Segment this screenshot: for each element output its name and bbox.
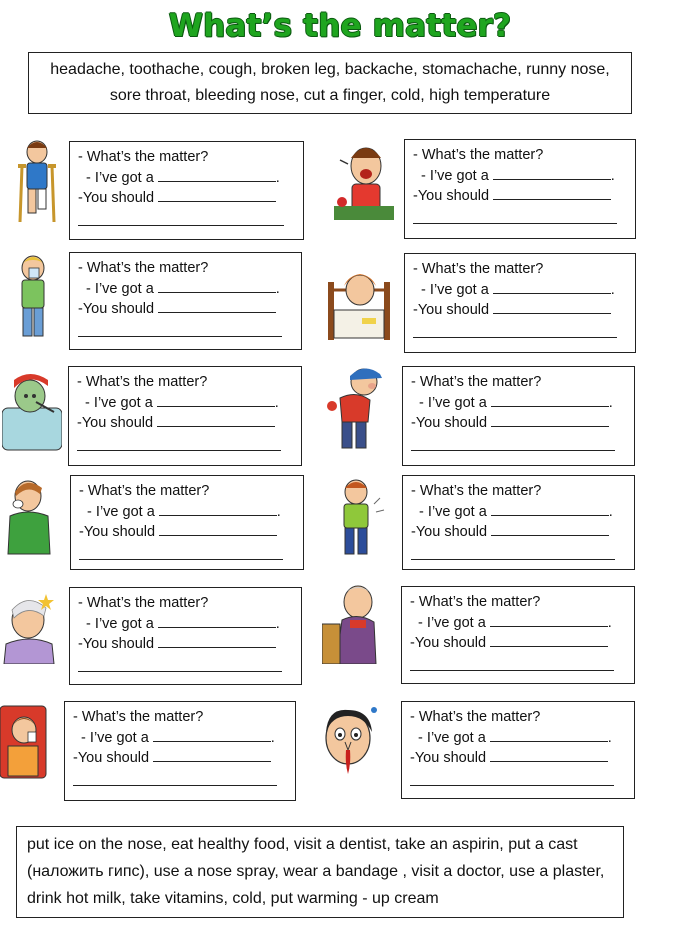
dialogue-card-8: - What’s the matter? - I’ve got a . -You should bbox=[402, 475, 635, 570]
should-text: -You should bbox=[411, 415, 488, 431]
advice-line-2[interactable] bbox=[78, 322, 282, 337]
old-man-with-backache-illustration bbox=[322, 364, 392, 454]
advice-line-2[interactable] bbox=[413, 209, 617, 224]
should-text: -You should bbox=[79, 524, 156, 540]
dialogue-card-2: - What’s the matter? - I’ve got a . -You should bbox=[404, 139, 636, 239]
question-text: What’s the matter? bbox=[81, 709, 204, 725]
advice-line-2[interactable] bbox=[77, 436, 281, 451]
boy-with-stomachache-illustration bbox=[328, 478, 386, 558]
advice-blank[interactable] bbox=[158, 298, 276, 313]
should-text: -You should bbox=[410, 750, 487, 766]
advice-blank[interactable] bbox=[158, 633, 276, 648]
advice-blank[interactable] bbox=[158, 187, 276, 202]
should-text: -You should bbox=[78, 301, 155, 317]
should-text: -You should bbox=[73, 750, 150, 766]
old-man-with-sore-throat-illustration bbox=[322, 580, 388, 664]
advice-line-2[interactable] bbox=[410, 656, 614, 671]
question-text: What’s the matter? bbox=[86, 260, 209, 276]
answer-text: I’ve got a bbox=[429, 168, 489, 184]
answer-blank[interactable] bbox=[157, 392, 275, 407]
dialogue-card-6: - What’s the matter? - I’ve got a . -You should bbox=[402, 366, 635, 466]
man-with-thermometer-illustration bbox=[2, 368, 62, 454]
question-text: What’s the matter? bbox=[86, 149, 209, 165]
answer-text: I’ve got a bbox=[426, 615, 486, 631]
answer-blank[interactable] bbox=[490, 727, 608, 742]
dialogue-card-4: - What’s the matter? - I’ve got a . -You should bbox=[404, 253, 636, 353]
dialogue-card-9: - What’s the matter? - I’ve got a . -You should bbox=[69, 587, 302, 685]
answer-text: I’ve got a bbox=[95, 504, 155, 520]
answer-text: I’ve got a bbox=[93, 395, 153, 411]
question-text: What’s the matter? bbox=[418, 709, 541, 725]
should-text: -You should bbox=[413, 302, 490, 318]
child-in-bed-drinking-illustration bbox=[0, 702, 48, 780]
should-text: -You should bbox=[78, 190, 155, 206]
girl-blowing-nose-illustration bbox=[8, 252, 58, 342]
advice-box bbox=[16, 826, 624, 918]
question-text: What’s the matter? bbox=[85, 374, 208, 390]
answer-blank[interactable] bbox=[158, 167, 276, 182]
should-text: -You should bbox=[78, 636, 155, 652]
should-text: -You should bbox=[77, 415, 154, 431]
advice-blank[interactable] bbox=[490, 632, 608, 647]
dialogue-card-7: - What’s the matter? - I’ve got a . -You should bbox=[70, 475, 304, 570]
question-text: What’s the matter? bbox=[419, 483, 542, 499]
advice-blank[interactable] bbox=[490, 747, 608, 762]
answer-blank[interactable] bbox=[493, 165, 611, 180]
advice-blank[interactable] bbox=[159, 521, 277, 536]
answer-blank[interactable] bbox=[153, 727, 271, 742]
vocabulary-list: headache, toothache, cough, broken leg, backache, stomachache, runny nose, sore throat, bleeding nose, cut a finger, cold, high temperature bbox=[50, 61, 610, 104]
dash-1: - bbox=[78, 149, 87, 165]
advice-blank[interactable] bbox=[491, 412, 609, 427]
advice-line-2[interactable] bbox=[413, 323, 617, 338]
dialogue-card-5: - What’s the matter? - I’ve got a . -You should bbox=[68, 366, 302, 466]
advice-line-2[interactable] bbox=[411, 545, 615, 560]
advice-line-2[interactable] bbox=[411, 436, 615, 451]
question-text: What’s the matter? bbox=[87, 483, 210, 499]
answer-blank[interactable] bbox=[158, 613, 276, 628]
answer-blank[interactable] bbox=[159, 501, 277, 516]
should-text: -You should bbox=[411, 524, 488, 540]
question-text: What’s the matter? bbox=[418, 594, 541, 610]
answer-text: I’ve got a bbox=[427, 504, 487, 520]
dialogue-card-11: - What’s the matter? - I’ve got a . -You should bbox=[64, 701, 296, 801]
answer-text: I’ve got a bbox=[94, 616, 154, 632]
answer-blank[interactable] bbox=[490, 612, 608, 627]
advice-blank[interactable] bbox=[493, 299, 611, 314]
question-text: What’s the matter? bbox=[421, 261, 544, 277]
dialogue-card-10: - What’s the matter? - I’ve got a . -You should bbox=[401, 586, 635, 684]
answer-text: I’ve got a bbox=[427, 395, 487, 411]
advice-list: put ice on the nose, eat healthy food, visit a dentist, take an aspirin, put a cast (наложить гипс), use a nose spray, wear a bandage , visit a doctor, use a plaster, drink hot milk, take vitamins, cold, put warming - up cream bbox=[27, 836, 605, 907]
man-with-bleeding-nose-illustration bbox=[318, 702, 380, 782]
vocabulary-box bbox=[28, 52, 632, 114]
page-title: What’s the matter? bbox=[168, 8, 512, 44]
answer-text: I’ve got a bbox=[426, 730, 486, 746]
advice-line-2[interactable] bbox=[79, 545, 283, 560]
question-text: What’s the matter? bbox=[419, 374, 542, 390]
answer-blank[interactable] bbox=[158, 278, 276, 293]
advice-line-2[interactable] bbox=[78, 211, 284, 226]
answer-text: I’ve got a bbox=[94, 281, 154, 297]
question-text: What’s the matter? bbox=[86, 595, 209, 611]
should-text: -You should bbox=[413, 188, 490, 204]
dialogue-card-12: - What’s the matter? - I’ve got a . -You should bbox=[401, 701, 635, 799]
answer-blank[interactable] bbox=[491, 392, 609, 407]
answer-blank[interactable] bbox=[491, 501, 609, 516]
advice-line-2[interactable] bbox=[73, 771, 277, 786]
boy-coughing-illustration bbox=[4, 476, 58, 556]
woman-with-headache-illustration bbox=[2, 588, 58, 664]
advice-blank[interactable] bbox=[157, 412, 275, 427]
answer-text: I’ve got a bbox=[94, 170, 154, 186]
boy-with-crutches-illustration bbox=[14, 138, 60, 224]
question-text: What’s the matter? bbox=[421, 147, 544, 163]
dialogue-card-1: - What’s the matter? - I’ve got a . -You should bbox=[69, 141, 304, 240]
answer-blank[interactable] bbox=[493, 279, 611, 294]
advice-blank[interactable] bbox=[491, 521, 609, 536]
answer-text: I’ve got a bbox=[89, 730, 149, 746]
dialogue-card-3: - What’s the matter? - I’ve got a . -You should bbox=[69, 252, 302, 350]
answer-text: I’ve got a bbox=[429, 282, 489, 298]
advice-line-2[interactable] bbox=[410, 771, 614, 786]
boy-with-toothache-illustration bbox=[330, 140, 396, 224]
advice-blank[interactable] bbox=[493, 185, 611, 200]
advice-blank[interactable] bbox=[153, 747, 271, 762]
advice-line-2[interactable] bbox=[78, 657, 282, 672]
girl-in-bed-with-fever-illustration bbox=[322, 262, 396, 346]
should-text: -You should bbox=[410, 635, 487, 651]
